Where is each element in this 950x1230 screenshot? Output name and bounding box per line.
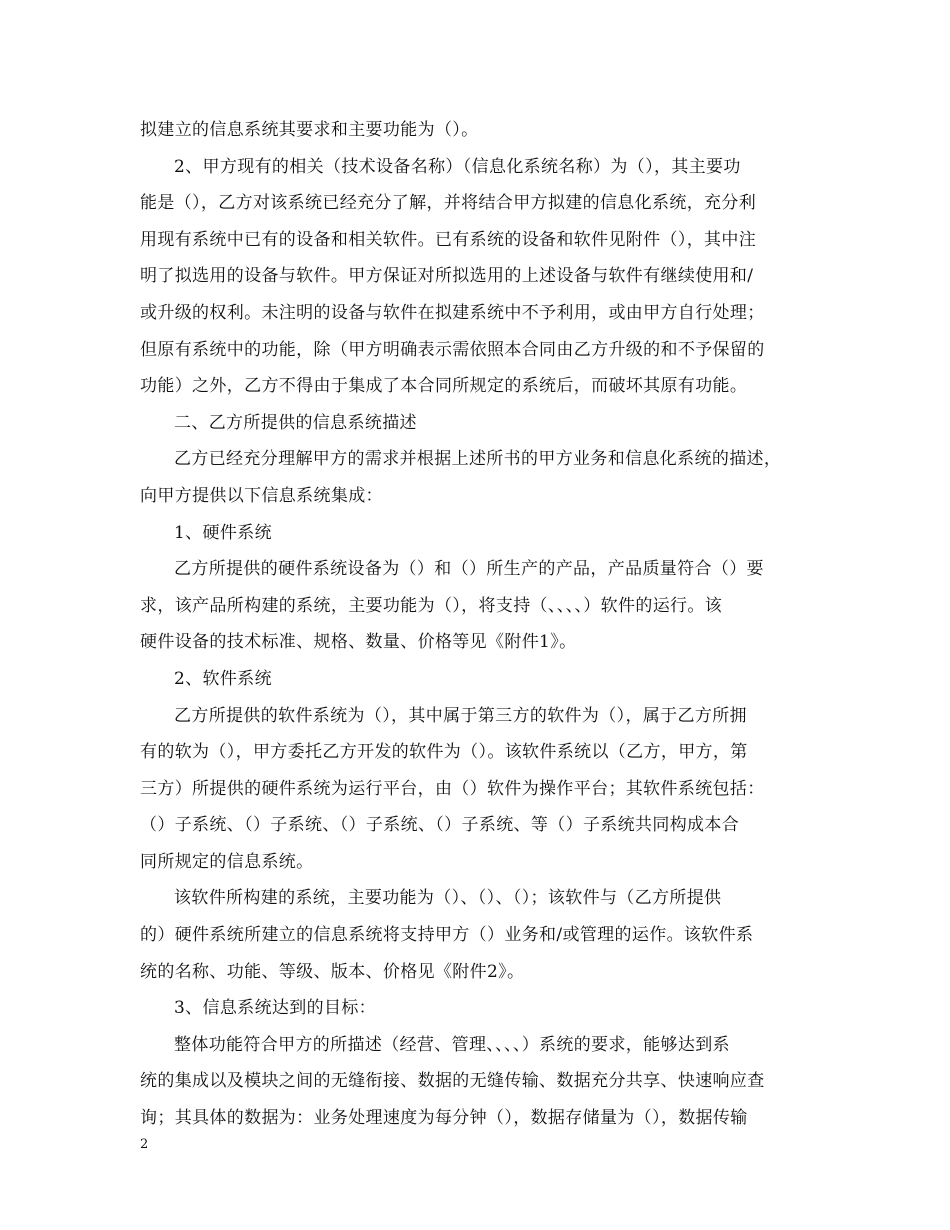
body-line: 2、甲方现有的相关（技术设备名称）（信息化系统名称）为（），其主要功 <box>174 156 741 177</box>
body-line: 有的软为（），甲方委托乙方开发的软件为（）。该软件系统以（乙方，甲方，第 <box>140 742 748 763</box>
body-line: （）子系统、（）子系统、（）子系统、（）子系统、等（）子系统共同构成本合 <box>140 815 740 836</box>
section-heading: 二、乙方所提供的信息系统描述 <box>174 412 417 433</box>
body-line: 明了拟选用的设备与软件。甲方保证对所拟选用的上述设备与软件有继续使用和/ <box>140 266 754 287</box>
body-line: 用现有系统中已有的设备和相关软件。已有系统的设备和软件见附件（），其中注 <box>140 229 757 250</box>
subsection-heading: 2、软件系统 <box>174 668 272 689</box>
body-line: 乙方已经充分理解甲方的需求并根据上述所书的甲方业务和信息化系统的描述， <box>174 449 782 470</box>
body-line: 硬件设备的技术标准、规格、数量、价格等见《附件1》。 <box>140 632 577 653</box>
subsection-heading: 3、信息系统达到的目标： <box>174 998 377 1019</box>
page-number: 2 <box>140 1137 149 1152</box>
body-line: 但原有系统中的功能，除（甲方明确表示需依照本合同由乙方升级的和不予保留的 <box>140 339 765 360</box>
body-line: 统的名称、功能、等级、版本、价格见《附件2》。 <box>140 961 525 982</box>
body-line: 整体功能符合甲方的所描述（经营、管理、、、、）系统的要求，能够达到系 <box>174 1034 730 1055</box>
body-line: 功能）之外，乙方不得由于集成了本合同所规定的系统后，而破坏其原有功能。 <box>140 376 748 397</box>
body-line: 拟建立的信息系统其要求和主要功能为（）。 <box>140 120 479 140</box>
body-line: 统的集成以及模块之间的无缝衔接、数据的无缝传输、数据充分共享、快速响应查 <box>140 1071 765 1092</box>
body-line: 同所规定的信息系统。 <box>140 851 314 872</box>
body-line: 向甲方提供以下信息系统集成： <box>140 485 383 506</box>
body-line: 该软件所构建的系统，主要功能为（）、（）、（）；该软件与（乙方所提供 <box>174 888 722 909</box>
body-line: 三方）所提供的硬件系统为运行平台，由（）软件为操作平台；其软件系统包括： <box>140 778 765 799</box>
body-line: 乙方所提供的软件系统为（），其中属于第三方的软件为（），属于乙方所拥 <box>174 705 747 726</box>
document-body <box>140 112 830 1137</box>
body-line: 或升级的权利。未注明的设备与软件在拟建系统中不予利用，或由甲方自行处理； <box>140 302 765 323</box>
body-line: 乙方所提供的硬件系统设备为（）和（）所生产的产品，产品质量符合（）要 <box>174 559 764 580</box>
body-line: 询；其具体的数据为：业务处理速度为每分钟（），数据存储量为（），数据传输 <box>140 1108 748 1129</box>
subsection-heading: 1、硬件系统 <box>174 522 272 543</box>
body-line: 的）硬件系统所建立的信息系统将支持甲方（）业务和/或管理的运作。该软件系 <box>140 925 754 946</box>
body-line: 求，该产品所构建的系统，主要功能为（），将支持（、、、、）软件的运行。该 <box>140 595 723 616</box>
body-line: 能是（），乙方对该系统已经充分了解，并将结合甲方拟建的信息化系统，充分利 <box>140 193 757 214</box>
